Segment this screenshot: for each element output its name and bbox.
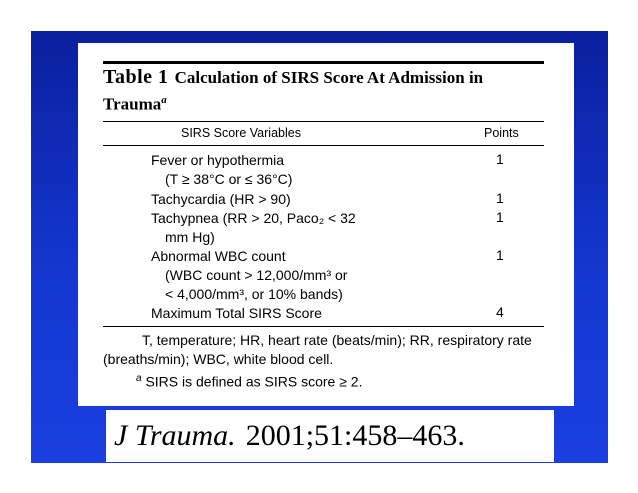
- row-points: 4: [496, 304, 504, 320]
- table-title-text: Calculation of SIRS Score At Admission in Trauma: [103, 68, 484, 114]
- row-line: Tachypnea (RR > 20, Paco₂ < 32: [151, 210, 356, 226]
- citation: [106, 410, 554, 462]
- footnote-mark: a: [136, 373, 142, 384]
- row-line: mm Hg): [165, 229, 215, 245]
- citation-journal: J Trauma.: [114, 419, 236, 452]
- footnote-definition: [136, 369, 362, 392]
- table-row: [151, 247, 347, 304]
- table-panel: [78, 43, 574, 406]
- table-row: [151, 209, 356, 247]
- row-points: 1: [496, 247, 504, 263]
- row-line: Tachycardia (HR > 90): [151, 191, 291, 207]
- header-bottom-rule: [103, 145, 544, 146]
- table-label: Table 1: [103, 66, 169, 88]
- row-points: 1: [496, 190, 504, 206]
- footnote-abbrev-line1: T, temperature; HR, heart rate (beats/min); RR, respiratory rate: [142, 332, 532, 348]
- footnote-abbrev-line2: (breaths/min); WBC, white blood cell.: [103, 351, 334, 367]
- row-line: Maximum Total SIRS Score: [151, 305, 322, 321]
- row-line: < 4,000/mm³, or 10% bands): [165, 286, 343, 302]
- title-footnote-mark: a: [161, 94, 167, 106]
- row-line: (T ≥ 38°C or ≤ 36°C): [165, 171, 293, 187]
- row-line: Abnormal WBC count: [151, 248, 286, 264]
- table-row: [151, 151, 292, 189]
- column-header-variables: SIRS Score Variables: [181, 126, 301, 140]
- citation-reference: 2001;51:458–463.: [245, 419, 465, 452]
- table-row: [151, 304, 322, 323]
- row-line: (WBC count > 12,000/mm³ or: [165, 267, 348, 283]
- table-row: [151, 190, 291, 209]
- column-header-points: Points: [484, 126, 519, 140]
- table-bottom-rule: [103, 326, 544, 327]
- table-top-rule: [103, 61, 544, 64]
- footnote-text: SIRS is defined as SIRS score ≥ 2.: [141, 373, 363, 390]
- row-points: 1: [496, 209, 504, 225]
- header-top-rule: [103, 121, 544, 122]
- table-title: [103, 66, 544, 116]
- row-line: Fever or hypothermia: [151, 152, 285, 168]
- row-points: 1: [496, 151, 504, 167]
